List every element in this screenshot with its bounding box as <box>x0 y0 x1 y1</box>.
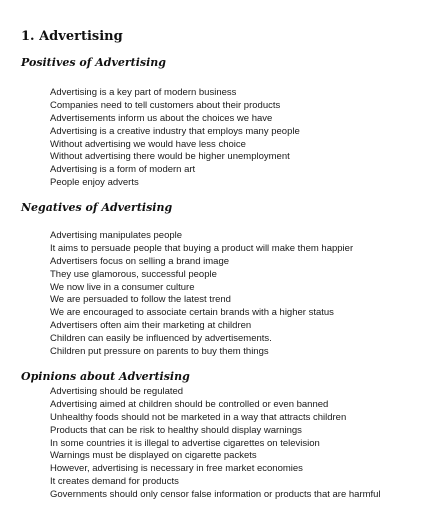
list-item: However, advertising is necessary in free market economies <box>50 463 303 475</box>
list-item: Companies need to tell customers about their products <box>50 99 281 111</box>
list-item: Advertising should be regulated <box>50 386 184 397</box>
negatives-list <box>50 230 353 359</box>
list-item: It aims to persuade people that buying a product will make them happier <box>50 242 354 254</box>
list-item: It creates demand for products <box>50 476 179 488</box>
list-item: Governments should only censor false information or products that are harmful <box>50 489 381 501</box>
list-item: We are encouraged to associate certain brands with a higher status <box>50 307 334 319</box>
list-item: We now live in a consumer culture <box>50 281 195 293</box>
document-title: 1. Advertising <box>21 29 123 44</box>
list-item: Unhealthy foods should not be marketed in a way that attracts children <box>50 411 347 423</box>
positives-list <box>50 87 300 190</box>
list-item: Without advertising we would have less choice <box>50 138 246 150</box>
list-item: Children can easily be influenced by advertisements. <box>50 333 272 345</box>
list-item: Advertising is a key part of modern business <box>50 87 237 98</box>
list-item: Advertisements inform us about the choices we have <box>50 112 273 124</box>
list-item: Advertising is a form of modern art <box>50 164 196 176</box>
list-item: Advertisers often aim their marketing at children <box>50 320 252 332</box>
list-item: Children put pressure on parents to buy them things <box>50 346 269 358</box>
list-item: In some countries it is illegal to advertise cigarettes on television <box>50 437 320 449</box>
opinions-list <box>50 386 381 502</box>
list-item: Advertisers focus on selling a brand image <box>50 255 230 267</box>
section-heading-opinions: Opinions about Advertising <box>21 370 190 383</box>
list-item: People enjoy adverts <box>50 177 139 189</box>
section-heading-negatives: Negatives of Advertising <box>21 201 173 214</box>
list-item: We are persuaded to follow the latest trend <box>50 294 231 306</box>
list-item: Warnings must be displayed on cigarette packets <box>50 450 257 462</box>
list-item: Without advertising there would be higher unemployment <box>50 151 290 163</box>
list-item: They use glamorous, successful people <box>50 268 217 280</box>
list-item: Advertising aimed at children should be controlled or even banned <box>50 398 329 410</box>
section-heading-positives: Positives of Advertising <box>21 56 166 69</box>
list-item: Advertising manipulates people <box>50 230 183 241</box>
list-item: Advertising is a creative industry that employs many people <box>50 125 300 137</box>
list-item: Products that can be risk to healthy should display warnings <box>50 424 302 436</box>
